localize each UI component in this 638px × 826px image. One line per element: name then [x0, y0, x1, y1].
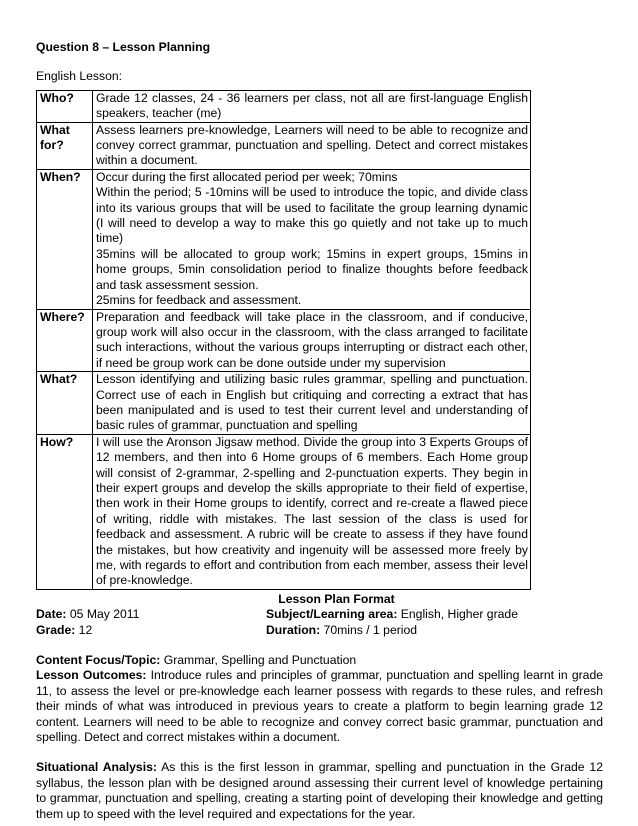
question-heading: Question 8 – Lesson Planning	[36, 40, 211, 54]
row-key: When?	[37, 169, 93, 309]
date-field	[36, 607, 266, 622]
focus-value: Grammar, Spelling and Punctuation	[160, 653, 357, 668]
meta-row-1	[36, 607, 607, 622]
table-row	[37, 372, 531, 435]
grade-field	[36, 623, 266, 638]
subject-label: Subject/Learning area:	[266, 607, 398, 622]
situational-analysis	[36, 760, 603, 822]
content-focus	[36, 653, 603, 668]
row-value-line: Assess learners pre-knowledge, Learners will need to be able to recognize and convey correct grammar, punctuation and spelling. Detect and correct mistakes within a document.	[96, 122, 528, 168]
table-row	[37, 434, 531, 589]
outcomes-label: Lesson Outcomes:	[36, 668, 147, 683]
grade-value: 12	[75, 622, 93, 637]
row-value-line: Grade 12 classes, 24 - 36 learners per class, not all are first-language English speakers, teacher (me)	[96, 90, 528, 121]
outcomes-value: Introduce rules and principles of grammar, punctuation and spelling learnt in grade 11, to assess the level or pre-knowledge each learner possess with regards to these rules, and refresh their minds of what was introduced in previous years to create a platform to begin learning grade 12 content. Learners will need to be able to recognize and convey correct basic grammar, punctuation and spelling. Detect and correct mistakes within a document.	[36, 668, 604, 745]
table-row	[37, 309, 531, 372]
date-value: 05 May 2011	[66, 607, 140, 622]
row-key: Who?	[37, 90, 93, 122]
row-key: What?	[37, 372, 93, 435]
grade-label: Grade:	[36, 622, 76, 637]
plan-title: Lesson Plan Format	[278, 591, 395, 606]
planning-table	[36, 90, 531, 590]
row-value-line: 25mins for feedback and assessment.	[96, 293, 302, 308]
row-value	[93, 169, 531, 309]
row-value	[93, 90, 531, 122]
duration-value: 70mins / 1 period	[320, 622, 418, 637]
lesson-label: English Lesson:	[36, 69, 123, 84]
situational-label: Situational Analysis:	[36, 760, 157, 775]
table-row	[37, 90, 531, 122]
duration-label: Duration:	[266, 622, 321, 637]
row-value	[93, 309, 531, 372]
row-key: Where?	[37, 309, 93, 372]
row-value-line: Occur during the first allocated period per week; 70mins	[96, 169, 398, 184]
row-value-line: Within the period; 5 -10mins will be used to introduce the topic, and divide class into its various groups that will be used to facilitate the group learning dynamic (I will need to develop a way to make this go quietly and not take up to much time)	[96, 185, 528, 246]
date-label: Date:	[36, 607, 67, 622]
row-value-line: Lesson identifying and utilizing basic rules grammar, spelling and punctuation. Correct use of each in English but critiquing and correcting a extract that has been manipulated and is used to test their current level and understanding of basic rules of grammar, punctuation and spelling	[96, 372, 528, 433]
table-row	[37, 169, 531, 309]
lesson-outcomes	[36, 668, 603, 745]
duration-field	[266, 623, 417, 638]
row-value-line: 35mins will be allocated to group work; 15mins in expert groups, 15mins in home groups, 5min consolidation period to finalize thoughts before feedback and task assessment session.	[96, 246, 528, 292]
situational-value: As this is the first lesson in grammar, spelling and punctuation in the Grade 12 syllabus, the lesson plan with be designed around assessing their current level of knowledge pertaining to grammar, punctuation and spelling, creating a starting point of developing their knowledge and getting them up to speed with the level required and expectations for the year.	[36, 760, 603, 821]
table-row	[37, 122, 531, 169]
row-key: How?	[37, 434, 93, 589]
row-value	[93, 122, 531, 169]
row-value	[93, 372, 531, 435]
row-value-line: I will use the Aronson Jigsaw method. Divide the group into 3 Experts Groups of 12 members, and then into 6 Home groups of 6 members. Each Home group will consist of 2-grammar, 2-spelling and 2-punctuation experts. They begin in their expert groups and develop the skills appropriate to their field of expertise, then work in their Home groups to identify, correct and re-create a flawed piece of writing, riddle with mistakes. The last session of the class is used for feedback and assessment. A rubric will be create to assess if they have found the mistakes, but how creativity and ingenuity will be assessed more freely by me, with regards to effort and contribution from each member, assess their level of pre-knowledge.	[96, 434, 528, 588]
subject-value: English, Higher grade	[397, 607, 518, 622]
subject-field	[266, 607, 518, 622]
row-key: What for?	[37, 122, 93, 169]
row-value-line: Preparation and feedback will take place in the classroom, and if conducive, group work will also occur in the classroom, with the class arranged to facilitate such interactions, without the various groups interrupting or distract each other, if need be group work can be done outside under my supervision	[96, 309, 528, 370]
meta-row-2	[36, 623, 607, 638]
row-value	[93, 434, 531, 589]
focus-label: Content Focus/Topic:	[36, 653, 161, 668]
